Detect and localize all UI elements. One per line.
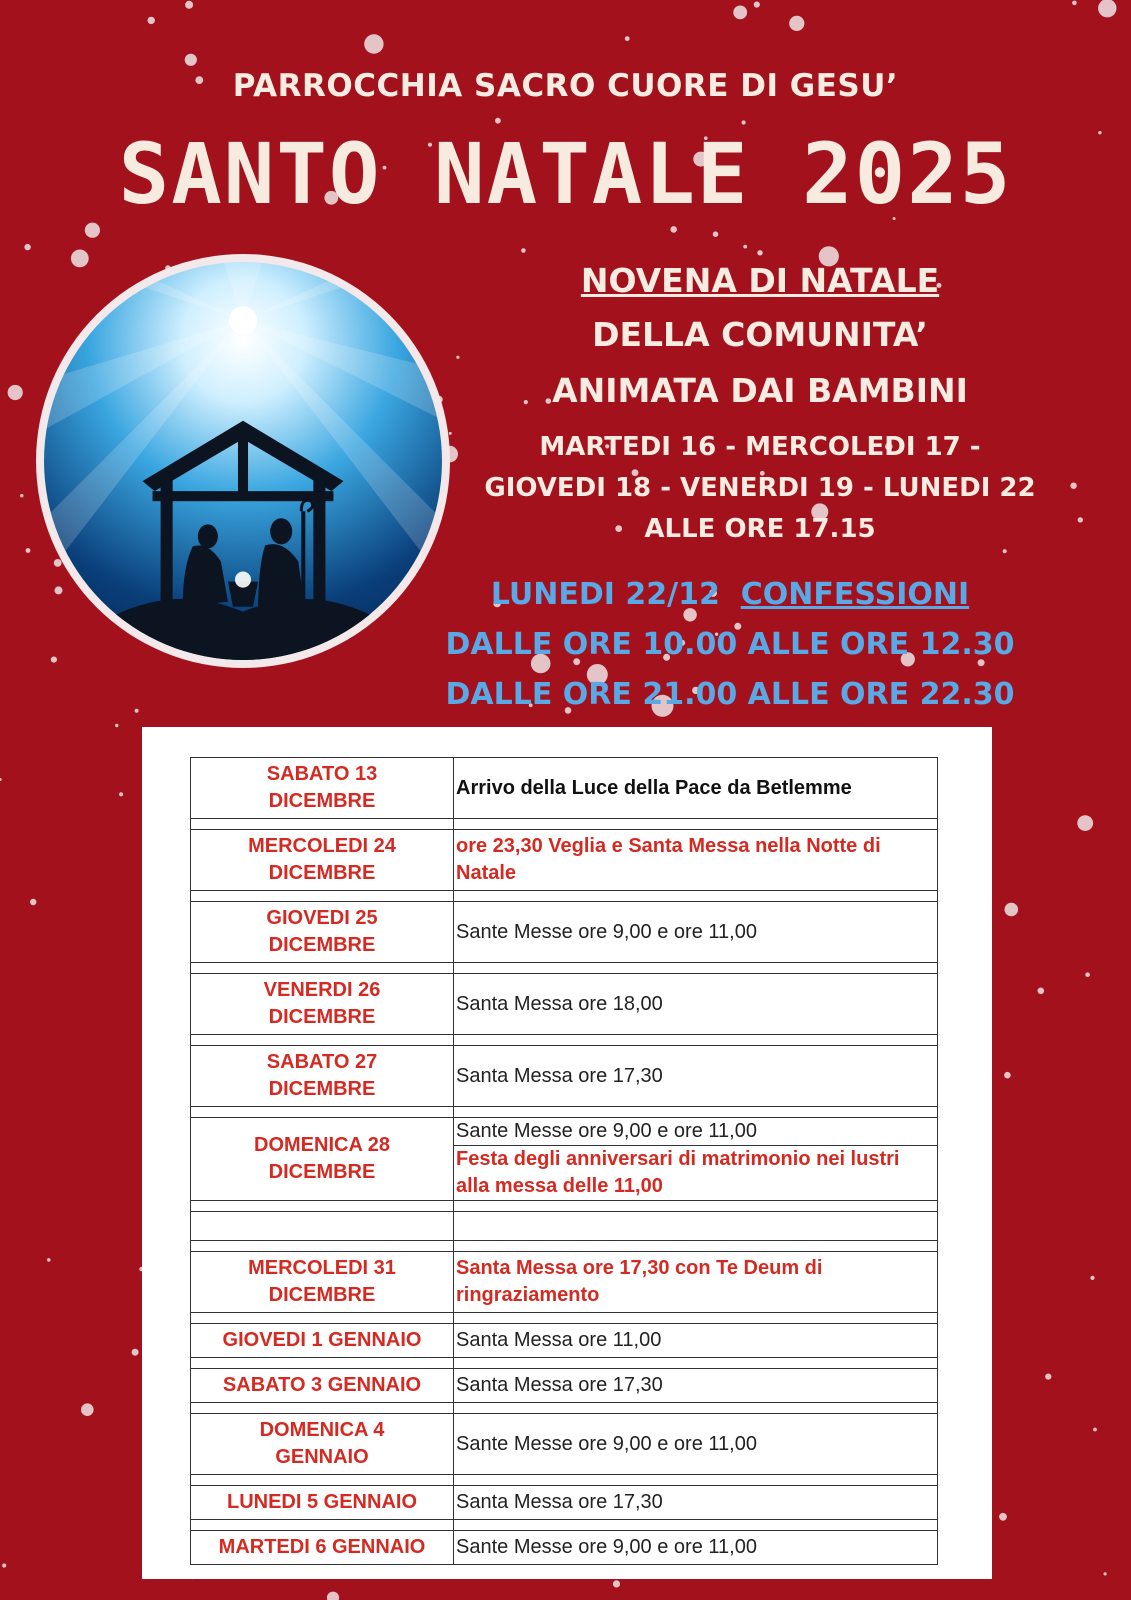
row-spacer	[191, 1035, 938, 1046]
snowflake	[85, 223, 100, 238]
table-row	[191, 1118, 938, 1146]
snowflake	[449, 432, 452, 435]
snowflake	[625, 36, 630, 41]
schedule-day-line: DICEMBRE	[268, 1161, 376, 1183]
snowflake	[1070, 483, 1076, 489]
schedule-day	[191, 1324, 454, 1358]
row-spacer	[191, 1403, 938, 1414]
schedule-table	[190, 757, 938, 1565]
snowflake	[364, 34, 383, 53]
row-spacer	[191, 819, 938, 830]
schedule-day-line: DICEMBRE	[268, 1284, 376, 1306]
schedule-day	[191, 974, 454, 1035]
snowflake	[135, 709, 139, 713]
schedule-event: Arrivo della Luce della Pace da Betlemme	[454, 758, 938, 819]
snowflake	[185, 1, 193, 9]
confessions-slot2: DALLE ORE 21.00 ALLE ORE 22.30	[445, 677, 1015, 712]
snowflake	[742, 120, 746, 124]
snowflake	[327, 1592, 339, 1600]
novena-days-line2: GIOVEDI 18 - VENERDI 19 - LUNEDI 22	[484, 473, 1036, 503]
table-row	[191, 1369, 938, 1403]
row-spacer	[191, 1313, 938, 1324]
snowflake	[1005, 903, 1019, 917]
schedule-event: Sante Messe ore 9,00 e ore 11,00	[454, 1118, 938, 1146]
schedule-day-line: GIOVEDI 25	[266, 907, 378, 929]
novena-time: ALLE ORE 17.15	[644, 514, 876, 544]
schedule-event: Festa degli anniversari di matrimonio nei lustri alla messa delle 11,00	[454, 1146, 938, 1201]
page-title: SANTO NATALE 2025	[118, 125, 1013, 223]
novena-days	[460, 427, 1060, 550]
confessions-date: LUNEDI 22/12	[490, 577, 720, 612]
novena-section	[460, 255, 1060, 550]
snowflake	[0, 778, 2, 781]
snowflake	[613, 1580, 620, 1587]
row-spacer	[191, 1475, 938, 1486]
confessions-heading	[410, 570, 1050, 620]
row-spacer	[191, 963, 938, 974]
table-row	[191, 1324, 938, 1358]
snowflake	[81, 1403, 94, 1416]
schedule-event: Santa Messa ore 18,00	[454, 974, 938, 1035]
snowflake	[20, 494, 23, 497]
schedule-day-line: DICEMBRE	[268, 1006, 376, 1028]
schedule-day	[191, 1252, 454, 1313]
schedule-day	[191, 758, 454, 819]
schedule-day-line: DICEMBRE	[268, 1078, 376, 1100]
snowflake	[1085, 972, 1090, 977]
snowflake	[1093, 1428, 1097, 1432]
nativity-icon	[42, 260, 444, 662]
schedule-panel	[142, 727, 992, 1579]
schedule-day	[191, 1046, 454, 1107]
schedule-day-line: DICEMBRE	[268, 934, 376, 956]
schedule-event: Santa Messa ore 11,00	[454, 1324, 938, 1358]
schedule-event: Sante Messe ore 9,00 e ore 11,00	[454, 1531, 938, 1565]
schedule-day	[191, 1531, 454, 1565]
snowflake	[1004, 1072, 1011, 1079]
snowflake	[8, 385, 23, 400]
schedule-day	[191, 1118, 454, 1201]
schedule-day-line: SABATO 27	[266, 1051, 378, 1073]
snowflake	[30, 899, 36, 905]
snowflake	[495, 118, 501, 124]
novena-days-line1: MARTEDI 16 - MERCOLEDI 17 -	[539, 432, 981, 462]
row-spacer	[191, 891, 938, 902]
snowflake	[999, 1513, 1007, 1521]
snowflake	[1098, 0, 1116, 17]
confessions-slot1: DALLE ORE 10.00 ALLE ORE 12.30	[445, 627, 1015, 662]
table-row	[191, 1414, 938, 1475]
snowflake	[1078, 517, 1083, 522]
snowflake	[1077, 815, 1093, 831]
schedule-event: Sante Messe ore 9,00 e ore 11,00	[454, 1414, 938, 1475]
schedule-day-line: DICEMBRE	[268, 790, 376, 812]
table-row	[191, 1252, 938, 1313]
table-row	[191, 830, 938, 891]
schedule-day	[191, 1414, 454, 1475]
snowflake	[1104, 1572, 1107, 1575]
table-row	[191, 1046, 938, 1107]
schedule-day	[191, 830, 454, 891]
snowflake	[713, 231, 719, 237]
schedule-day-line: GIOVEDI 1 GENNAIO	[222, 1329, 422, 1351]
snowflake	[733, 5, 747, 19]
table-row	[191, 902, 938, 963]
row-spacer	[191, 1201, 938, 1212]
row-spacer	[191, 1520, 938, 1531]
schedule-day-line: MARTEDI 6 GENNAIO	[218, 1536, 426, 1558]
schedule-event: ore 23,30 Veglia e Santa Messa nella Notte di Natale	[454, 830, 938, 891]
snowflake	[26, 548, 31, 553]
snowflake	[521, 248, 526, 253]
novena-line2: ANIMATA DAI BAMBINI	[552, 371, 968, 410]
row-spacer	[191, 1107, 938, 1118]
schedule-event: Sante Messe ore 9,00 e ore 11,00	[454, 902, 938, 963]
snowflake	[47, 1258, 51, 1262]
schedule-day	[191, 1369, 454, 1403]
schedule-day-line: SABATO 13	[266, 763, 378, 785]
table-row	[191, 1531, 938, 1565]
schedule-event: Santa Messa ore 17,30	[454, 1046, 938, 1107]
table-row	[191, 974, 938, 1035]
snowflake	[670, 226, 677, 233]
schedule-day-line: LUNEDI 5 GENNAIO	[226, 1491, 418, 1513]
schedule-day-line: GENNAIO	[275, 1446, 369, 1468]
snowflake	[789, 16, 804, 31]
snowflake	[754, 2, 760, 8]
row-spacer	[191, 1358, 938, 1369]
schedule-day	[191, 902, 454, 963]
novena-line1: DELLA COMUNITA’	[592, 315, 928, 354]
snowflake	[743, 245, 747, 249]
snowflake	[115, 724, 118, 727]
schedule-day-line: VENERDI 26	[263, 979, 381, 1001]
snowflake	[2, 1563, 6, 1567]
confessions-label: CONFESSIONI	[740, 577, 970, 612]
schedule-day-line: DOMENICA 28	[254, 1134, 390, 1156]
snowflake	[1072, 1, 1077, 6]
table-row	[191, 758, 938, 819]
schedule-day-line: MERCOLEDI 31	[248, 1257, 396, 1279]
confessions-section	[410, 570, 1050, 720]
schedule-day	[191, 1486, 454, 1520]
snowflake	[24, 244, 30, 250]
table-row	[191, 1486, 938, 1520]
snowflake	[119, 792, 123, 796]
snowflake	[185, 54, 197, 66]
row-spacer	[191, 1241, 938, 1252]
schedule-event: Santa Messa ore 17,30	[454, 1486, 938, 1520]
schedule-event: Santa Messa ore 17,30	[454, 1369, 938, 1403]
schedule-day-line: SABATO 3 GENNAIO	[222, 1374, 422, 1396]
parish-name: PARROCCHIA SACRO CUORE DI GESU’	[232, 68, 899, 104]
snowflake	[132, 1349, 139, 1356]
snowflake	[148, 17, 155, 24]
snowflake	[1045, 1374, 1051, 1380]
novena-title: NOVENA DI NATALE	[580, 261, 940, 300]
schedule-event: Santa Messa ore 17,30 con Te Deum di ringraziamento	[454, 1252, 938, 1313]
snowflake	[1038, 988, 1045, 995]
nativity-medallion	[36, 254, 450, 668]
blank-row	[191, 1212, 938, 1241]
schedule-day-line: MERCOLEDI 24	[248, 835, 396, 857]
snowflake	[1090, 1276, 1094, 1280]
schedule-day-line: DICEMBRE	[268, 862, 376, 884]
schedule-day-line: DOMENICA 4	[259, 1419, 385, 1441]
